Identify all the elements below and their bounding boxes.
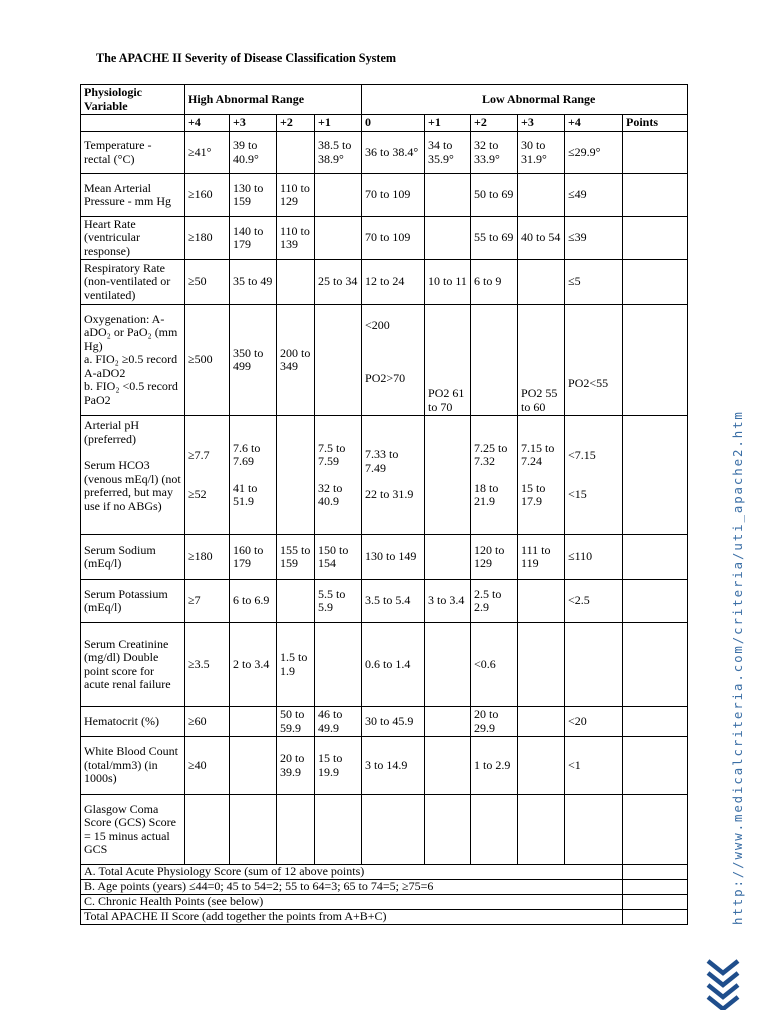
cell: 150 to 154	[315, 535, 362, 580]
cell: <0.6	[471, 623, 518, 707]
cell: ≤39	[565, 217, 623, 260]
cell	[518, 416, 565, 535]
cell	[518, 260, 565, 305]
cell: 350 to 499	[230, 305, 277, 416]
cell: 3 to 3.4	[425, 580, 471, 623]
source-url-link[interactable]: http://www.medicalcriteria.com/criteria/uti_apache2.htm	[730, 410, 745, 925]
cell	[230, 795, 277, 865]
row-label: Temperature - rectal (°C)	[81, 132, 185, 174]
cell: ≤110	[565, 535, 623, 580]
cell: ≥60	[185, 707, 230, 737]
cell: 35 to 49	[230, 260, 277, 305]
summary-label: B. Age points (years) ≤44=0; 45 to 54=2; 55 to 64=3; 65 to 74=5; ≥75=6	[81, 880, 623, 895]
points-cell[interactable]	[623, 910, 688, 925]
points-cell[interactable]	[623, 132, 688, 174]
row-label: Serum Potassium (mEq/l)	[81, 580, 185, 623]
score-header: +2	[471, 115, 518, 132]
cell	[230, 707, 277, 737]
row-label: Serum Sodium (mEq/l)	[81, 535, 185, 580]
header-variable: Physiologic Variable	[81, 85, 185, 115]
row-label	[81, 305, 185, 416]
cell-line: 7.33 to 7.49	[365, 447, 399, 475]
header-high-range: High Abnormal Range	[185, 85, 362, 115]
summary-label: A. Total Acute Physiology Score (sum of 12 above points)	[81, 865, 623, 880]
cell	[425, 737, 471, 795]
table-row	[81, 580, 688, 623]
cell	[315, 174, 362, 217]
points-cell[interactable]	[623, 707, 688, 737]
cell	[315, 416, 362, 535]
points-cell[interactable]	[623, 260, 688, 305]
cell	[425, 416, 471, 535]
cell	[518, 580, 565, 623]
cell: 12 to 24	[362, 260, 425, 305]
cell	[518, 737, 565, 795]
cell	[277, 580, 315, 623]
page-title: The APACHE II Severity of Disease Classification System	[96, 51, 397, 65]
cell: 6 to 9	[471, 260, 518, 305]
cell-line: 22 to 31.9	[365, 487, 414, 502]
cell	[362, 795, 425, 865]
table-row	[81, 305, 688, 416]
cell: <20	[565, 707, 623, 737]
cell	[425, 174, 471, 217]
cell-line: 7.6 to 7.69	[233, 440, 261, 468]
cell: PO2 61 to 70	[425, 305, 471, 416]
cell-line: <15	[568, 487, 587, 501]
cell: 46 to 49.9	[315, 707, 362, 737]
cell	[277, 132, 315, 174]
cell: ≤29.9°	[565, 132, 623, 174]
table-row	[81, 535, 688, 580]
cell: 55 to 69	[471, 217, 518, 260]
cell: ≥50	[185, 260, 230, 305]
cell	[565, 623, 623, 707]
cell: 50 to 59.9	[277, 707, 315, 737]
cell: 32 to 33.9°	[471, 132, 518, 174]
cell: 50 to 69	[471, 174, 518, 217]
row-label: Glasgow Coma Score (GCS) Score = 15 minus actual GCS	[81, 795, 185, 865]
summary-row	[81, 895, 688, 910]
cell: 39 to 40.9°	[230, 132, 277, 174]
cell	[518, 707, 565, 737]
cell: 155 to 159	[277, 535, 315, 580]
cell: 5.5 to 5.9	[315, 580, 362, 623]
cell	[471, 795, 518, 865]
header-low-range: Low Abnormal Range	[362, 85, 688, 115]
cell: ≥160	[185, 174, 230, 217]
score-header: +3	[518, 115, 565, 132]
cell	[471, 305, 518, 416]
row-label-line: b. FIO₂ <0.5 record PaO2	[84, 379, 178, 407]
cell-line: 41 to 51.9	[233, 480, 258, 508]
cell: ≥500	[185, 305, 230, 416]
cell: ≥7	[185, 580, 230, 623]
points-cell[interactable]	[623, 895, 688, 910]
points-cell[interactable]	[623, 416, 688, 535]
cell: ≤49	[565, 174, 623, 217]
score-header: +4	[565, 115, 623, 132]
row-label: Respiratory Rate (non-ventilated or ventilated)	[81, 260, 185, 305]
score-header: +2	[277, 115, 315, 132]
table-row	[81, 416, 688, 535]
cell: 130 to 159	[230, 174, 277, 217]
cell: ≥3.5	[185, 623, 230, 707]
row-label-line: a. FIO₂ ≥0.5 record A-aDO2	[84, 352, 178, 380]
row-label-line: Oxygenation: A-aDO₂ or PaO₂ (mm Hg)	[84, 311, 178, 353]
score-header: +1	[315, 115, 362, 132]
row-label: White Blood Count (total/mm3) (in 1000s)	[81, 737, 185, 795]
cell: 6 to 6.9	[230, 580, 277, 623]
summary-row	[81, 910, 688, 925]
cell: 30 to 31.9°	[518, 132, 565, 174]
table-row	[81, 623, 688, 707]
points-cell[interactable]	[623, 880, 688, 895]
cell: 0.6 to 1.4	[362, 623, 425, 707]
row-label	[81, 416, 185, 535]
cell	[277, 795, 315, 865]
cell: 25 to 34	[315, 260, 362, 305]
cell: 30 to 45.9	[362, 707, 425, 737]
score-header: 0	[362, 115, 425, 132]
cell: 140 to 179	[230, 217, 277, 260]
score-header: +4	[185, 115, 230, 132]
cell: PO2<55	[565, 305, 623, 416]
row-label-line: Arterial pH (preferred)	[84, 418, 139, 446]
score-header: +3	[230, 115, 277, 132]
cell	[277, 416, 315, 535]
cell: 20 to 29.9	[471, 707, 518, 737]
cell: <2.5	[565, 580, 623, 623]
cell: 110 to 129	[277, 174, 315, 217]
table-row	[81, 707, 688, 737]
cell	[315, 623, 362, 707]
cell: ≥40	[185, 737, 230, 795]
cell: 160 to 179	[230, 535, 277, 580]
cell: 130 to 149	[362, 535, 425, 580]
summary-row	[81, 865, 688, 880]
cell: 15 to 19.9	[315, 737, 362, 795]
cell: 1.5 to 1.9	[277, 623, 315, 707]
score-header: Points	[623, 115, 688, 132]
cell: ≤5	[565, 260, 623, 305]
row-label: Hematocrit (%)	[81, 707, 185, 737]
table-row	[81, 795, 688, 865]
cell	[362, 305, 425, 416]
cell	[565, 795, 623, 865]
cell: 10 to 11	[425, 260, 471, 305]
table-row	[81, 132, 688, 174]
cell	[185, 795, 230, 865]
cell	[425, 623, 471, 707]
cell	[471, 416, 518, 535]
cell: 111 to 119	[518, 535, 565, 580]
cell: <1	[565, 737, 623, 795]
cell: 3 to 14.9	[362, 737, 425, 795]
score-header-row	[81, 115, 688, 132]
cell	[425, 707, 471, 737]
score-header: +1	[425, 115, 471, 132]
cell: 38.5 to 38.9°	[315, 132, 362, 174]
cell: 40 to 54	[518, 217, 565, 260]
cell-line: ≥7.7	[188, 447, 210, 462]
summary-label: C. Chronic Health Points (see below)	[81, 895, 623, 910]
cell	[565, 416, 623, 535]
cell	[315, 305, 362, 416]
cell	[230, 737, 277, 795]
cell: 1 to 2.9	[471, 737, 518, 795]
summary-label: Total APACHE II Score (add together the points from A+B+C)	[81, 910, 623, 925]
cell: 36 to 38.4°	[362, 132, 425, 174]
cell	[315, 217, 362, 260]
cell	[230, 416, 277, 535]
cell: 34 to 35.9°	[425, 132, 471, 174]
points-cell[interactable]	[623, 535, 688, 580]
cell: ≥180	[185, 217, 230, 260]
table-row	[81, 217, 688, 260]
cell: 110 to 139	[277, 217, 315, 260]
points-cell[interactable]	[623, 865, 688, 880]
cell-line: 7.5 to 7.59	[318, 440, 346, 468]
points-cell[interactable]	[623, 217, 688, 260]
cell: 2 to 3.4	[230, 623, 277, 707]
header-row	[81, 85, 688, 115]
cell-line: 7.15 to 7.24	[521, 440, 555, 468]
cell: ≥41°	[185, 132, 230, 174]
chevron-stack-logo-icon	[706, 955, 740, 1010]
cell	[518, 174, 565, 217]
cell-line: 32 to 40.9	[318, 480, 343, 508]
cell-line: <200	[365, 318, 390, 332]
table-row	[81, 737, 688, 795]
cell: ≥180	[185, 535, 230, 580]
cell	[362, 416, 425, 535]
summary-row	[81, 880, 688, 895]
cell: 20 to 39.9	[277, 737, 315, 795]
table-row	[81, 260, 688, 305]
cell	[425, 217, 471, 260]
cell: 2.5 to 2.9	[471, 580, 518, 623]
cell-line: PO2>70	[365, 370, 406, 385]
points-cell[interactable]	[623, 737, 688, 795]
table-row	[81, 174, 688, 217]
cell-line: 7.25 to 7.32	[474, 440, 508, 468]
cell	[425, 795, 471, 865]
cell: 70 to 109	[362, 217, 425, 260]
points-cell[interactable]	[623, 174, 688, 217]
cell	[185, 416, 230, 535]
cell	[277, 260, 315, 305]
cell	[518, 795, 565, 865]
cell	[425, 535, 471, 580]
points-cell[interactable]	[623, 580, 688, 623]
cell-line: 15 to 17.9	[521, 480, 546, 508]
cell: 120 to 129	[471, 535, 518, 580]
cell: 3.5 to 5.4	[362, 580, 425, 623]
cell-line: ≥52	[188, 487, 207, 501]
cell: 200 to 349	[277, 305, 315, 416]
cell-line: <7.15	[568, 447, 596, 462]
apache-table	[80, 84, 688, 925]
points-cell[interactable]	[623, 795, 688, 865]
cell: PO2 55 to 60	[518, 305, 565, 416]
cell-line: 18 to 21.9	[474, 480, 499, 508]
row-label-line: Serum HCO3 (venous mEq/l) (not preferred, but may use if no ABGs)	[84, 458, 181, 513]
row-label: Serum Creatinine (mg/dl) Double point score for acute renal failure	[81, 623, 185, 707]
points-cell[interactable]	[623, 305, 688, 416]
points-cell[interactable]	[623, 623, 688, 707]
cell	[518, 623, 565, 707]
cell	[315, 795, 362, 865]
row-label: Heart Rate (ventricular response)	[81, 217, 185, 260]
row-label: Mean Arterial Pressure - mm Hg	[81, 174, 185, 217]
cell: 70 to 109	[362, 174, 425, 217]
